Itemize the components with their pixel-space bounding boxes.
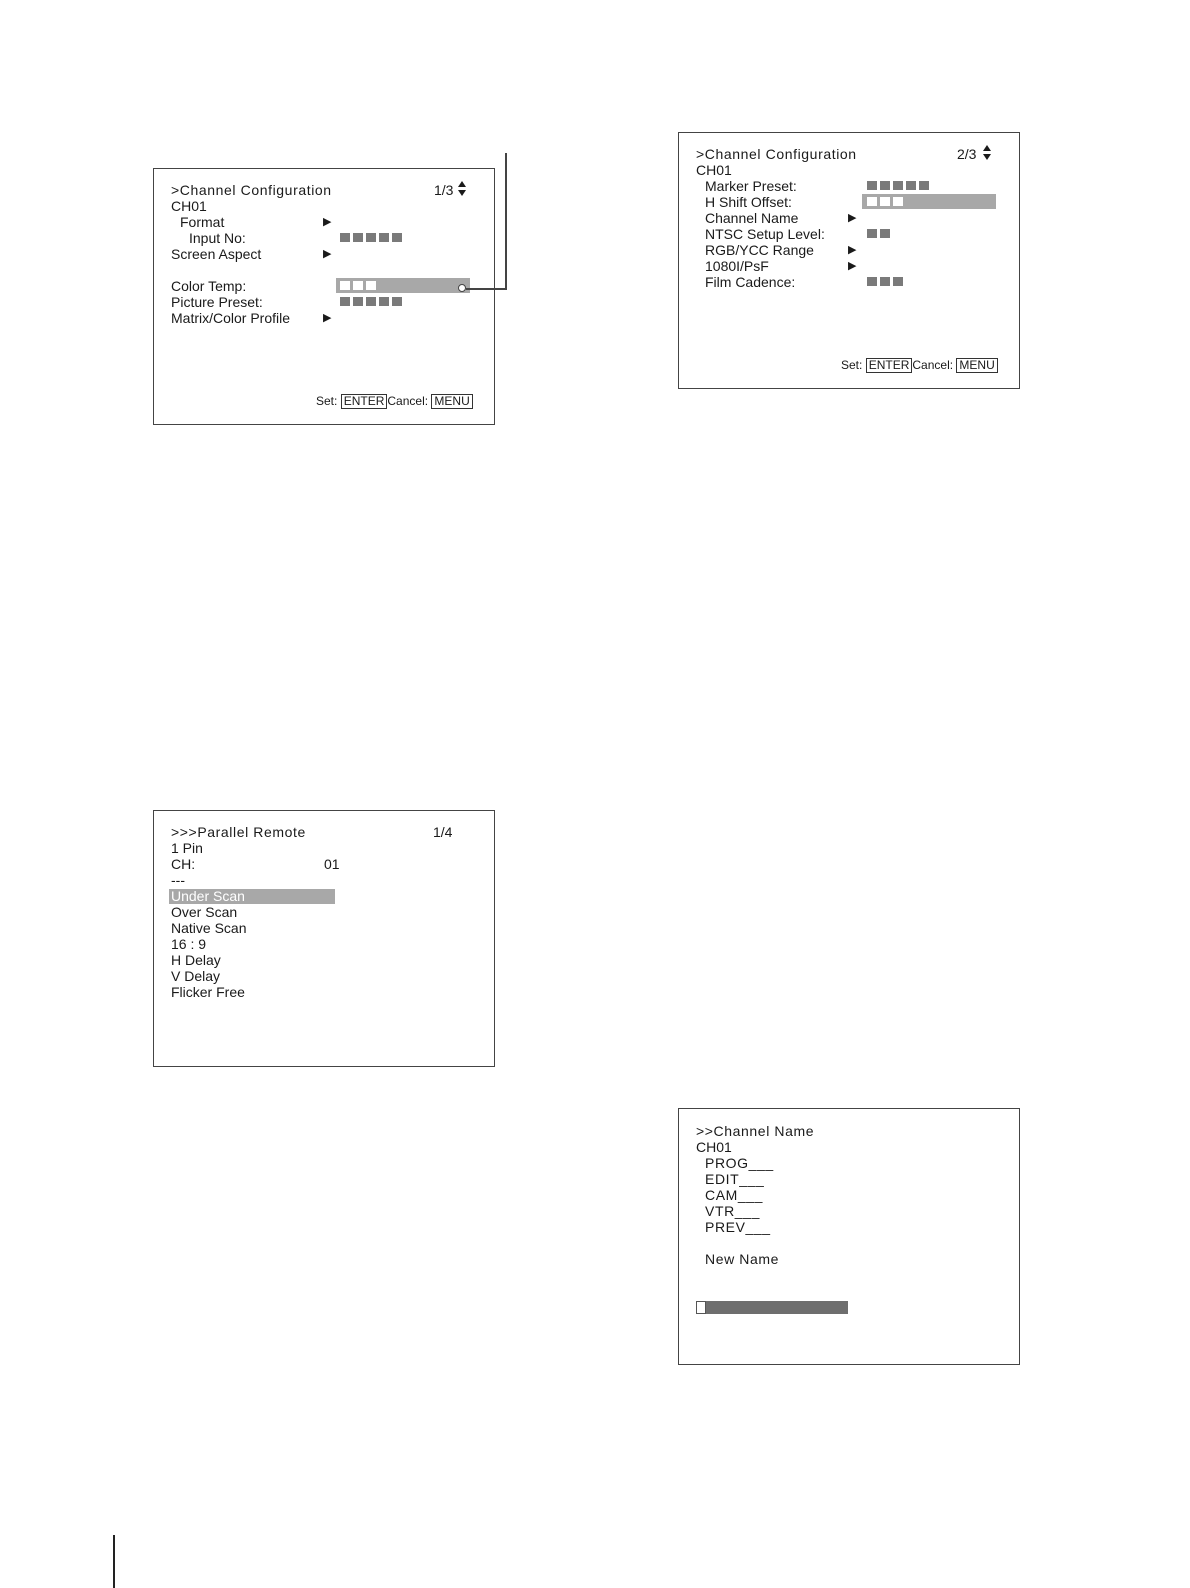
option-h-delay[interactable]: H Delay (171, 952, 221, 968)
menu-item-format[interactable]: Format (180, 214, 225, 230)
filled-square-icon (867, 277, 877, 286)
menu-title: >Channel Configuration (696, 146, 857, 162)
footer-hint: Set: ENTER Cancel: MENU (316, 393, 473, 409)
filled-square-icon (880, 197, 890, 206)
filled-square-icon (340, 281, 350, 290)
menu-item-rgb-ycc-range[interactable]: RGB/YCC Range (705, 242, 814, 258)
menu-item-picture-preset[interactable]: Picture Preset: (171, 294, 263, 310)
callout-line (505, 153, 507, 289)
filled-square-icon (880, 229, 890, 238)
channel-configuration-screen-page-1 (153, 168, 495, 425)
filled-square-icon (919, 181, 929, 190)
menu-item-color-temp[interactable]: Color Temp: (171, 278, 247, 294)
filled-square-icon (893, 277, 903, 286)
filled-square-icon (353, 233, 363, 242)
menu-item-screen-aspect[interactable]: Screen Aspect (171, 246, 262, 262)
right-triangle-icon: ▶ (848, 212, 857, 224)
menu-item-film-cadence[interactable]: Film Cadence: (705, 274, 796, 290)
menu-item-channel-name[interactable]: Channel Name (705, 210, 799, 226)
filled-square-icon (379, 297, 389, 306)
channel-configuration-screen-page-2 (678, 132, 1020, 389)
filled-square-icon (340, 297, 350, 306)
channel-label: CH01 (696, 1139, 732, 1155)
name-option-vtr[interactable]: VTR___ (705, 1203, 760, 1219)
filled-square-icon (867, 229, 877, 238)
page-indicator: 1/4 (433, 824, 453, 840)
page-margin-rule (113, 1535, 115, 1588)
text-cursor (696, 1301, 706, 1314)
filled-square-icon (392, 297, 402, 306)
channel-name-screen (678, 1108, 1020, 1365)
filled-square-icon (340, 233, 350, 242)
option-under-scan[interactable]: Under Scan (171, 888, 245, 904)
pin-label: 1 Pin (171, 840, 203, 856)
page-indicator: 1/3 (434, 182, 454, 198)
enter-key-label: ENTER (866, 358, 913, 373)
channel-label: CH01 (171, 198, 207, 214)
option-native-scan[interactable]: Native Scan (171, 920, 247, 936)
filled-square-icon (366, 281, 376, 290)
up-down-triangle-icon[interactable] (457, 181, 467, 199)
filled-square-icon (366, 297, 376, 306)
option-over-scan[interactable]: Over Scan (171, 904, 238, 920)
callout-dot (458, 284, 466, 292)
right-triangle-icon: ▶ (323, 248, 332, 260)
option-v-delay[interactable]: V Delay (171, 968, 221, 984)
menu-key-label: MENU (956, 358, 997, 373)
filled-square-icon (392, 233, 402, 242)
filled-square-icon (353, 297, 363, 306)
filled-square-icon (379, 233, 389, 242)
option-16-9[interactable]: 16 : 9 (171, 936, 207, 952)
menu-item-1080i-psf[interactable]: 1080I/PsF (705, 258, 769, 274)
filled-square-icon (353, 281, 363, 290)
filled-square-icon (906, 181, 916, 190)
menu-item-matrix-color-profile[interactable]: Matrix/Color Profile (171, 310, 291, 326)
option-flicker-free[interactable]: Flicker Free (171, 984, 245, 1000)
channel-label: CH: (171, 856, 196, 872)
menu-item-marker-preset[interactable]: Marker Preset: (705, 178, 797, 194)
enter-key-label: ENTER (341, 394, 388, 409)
page-indicator: 2/3 (957, 146, 977, 162)
menu-item-ntsc-setup-level[interactable]: NTSC Setup Level: (705, 226, 825, 242)
parallel-remote-screen (153, 810, 495, 1067)
new-name-label[interactable]: New Name (705, 1251, 780, 1267)
right-triangle-icon: ▶ (848, 260, 857, 272)
right-triangle-icon: ▶ (848, 244, 857, 256)
right-triangle-icon: ▶ (323, 312, 332, 324)
menu-title: >>>Parallel Remote (171, 824, 306, 840)
filled-square-icon (893, 197, 903, 206)
filled-square-icon (880, 277, 890, 286)
footer-hint: Set: ENTER Cancel: MENU (841, 357, 998, 373)
name-option-prog[interactable]: PROG___ (705, 1155, 774, 1171)
name-option-cam[interactable]: CAM___ (705, 1187, 764, 1203)
filled-square-icon (893, 181, 903, 190)
right-triangle-icon: ▶ (323, 216, 332, 228)
separator: --- (171, 872, 185, 888)
channel-label: CH01 (696, 162, 732, 178)
menu-item-h-shift-offset[interactable]: H Shift Offset: (705, 194, 792, 210)
menu-item-input-no[interactable]: Input No: (189, 230, 246, 246)
up-down-triangle-icon[interactable] (982, 145, 992, 163)
callout-line (466, 288, 507, 290)
menu-key-label: MENU (431, 394, 472, 409)
channel-value: 01 (324, 856, 340, 872)
filled-square-icon (880, 181, 890, 190)
filled-square-icon (867, 197, 877, 206)
name-option-prev[interactable]: PREV___ (705, 1219, 771, 1235)
filled-square-icon (867, 181, 877, 190)
menu-title: >Channel Configuration (171, 182, 332, 198)
filled-square-icon (366, 233, 376, 242)
menu-title: >>Channel Name (696, 1123, 815, 1139)
new-name-input[interactable] (696, 1301, 848, 1314)
name-option-edit[interactable]: EDIT___ (705, 1171, 765, 1187)
